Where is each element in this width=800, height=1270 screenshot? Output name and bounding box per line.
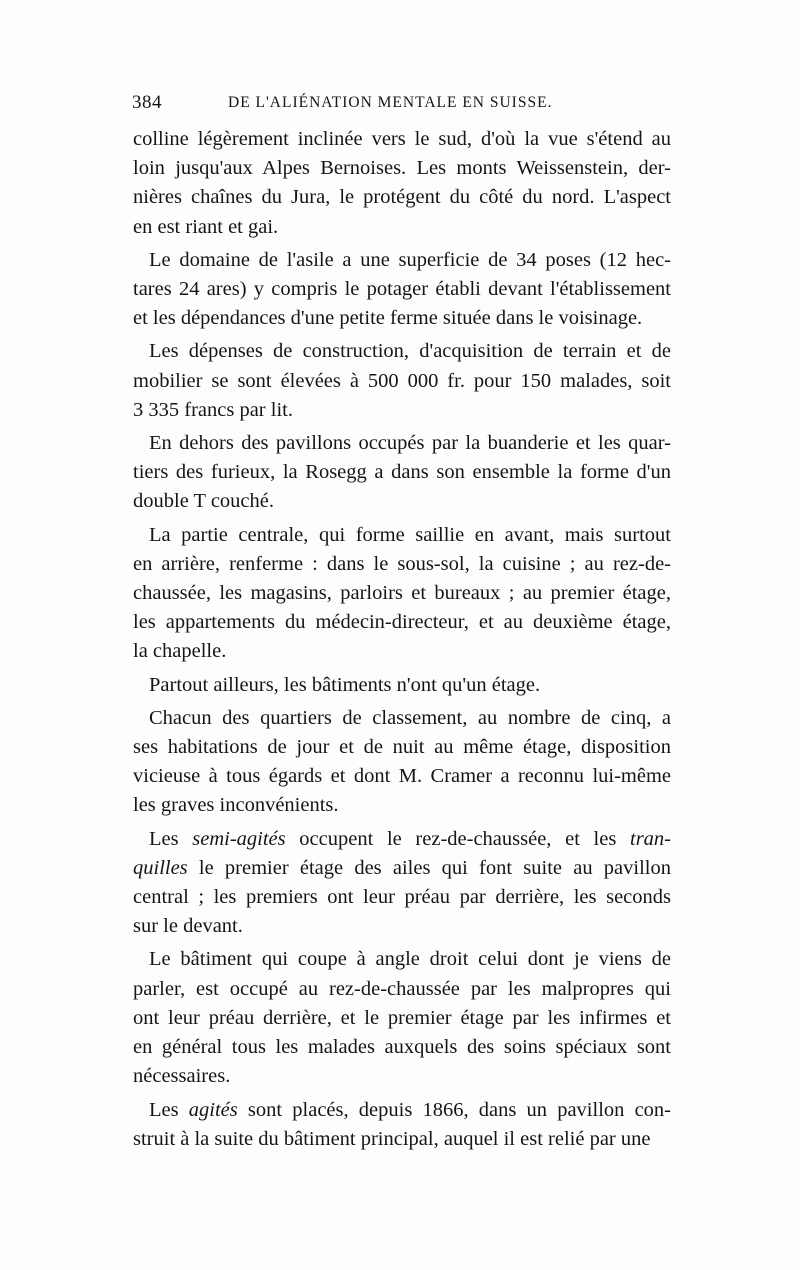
body-text xyxy=(133,125,671,1154)
paragraph xyxy=(133,521,671,667)
text-line: mobilier se sont élevées à 500 000 fr. pour 150 malades, soit xyxy=(133,369,671,392)
text-line: tiers des furieux, la Rosegg a dans son ensemble la forme d'un xyxy=(133,461,671,484)
paragraph xyxy=(133,337,671,425)
text-line: colline légèrement inclinée vers le sud, d'où la vue s'étend au xyxy=(133,128,671,150)
paragraph xyxy=(133,825,671,942)
text-run: sont placés, depuis 1866, dans un pavillon con- xyxy=(237,1098,671,1121)
text-line: ont leur préau derrière, et le premier étage par les infirmes et xyxy=(133,1006,671,1029)
text-line: La partie centrale, qui forme saillie en avant, mais surtout xyxy=(149,523,671,546)
text-line: En dehors des pavillons occupés par la buanderie et les quar- xyxy=(149,432,671,455)
running-head xyxy=(132,92,672,118)
text-line: vicieuse à tous égards et dont M. Cramer a reconnu lui-même xyxy=(133,765,671,788)
text-line: Partout ailleurs, les bâtiments n'ont qu'un étage. xyxy=(149,673,541,696)
text-line: en général tous les malades auxquels des soins spéciaux sont xyxy=(133,1036,671,1059)
text-line: loin jusqu'aux Alpes Bernoises. Les monts Weissenstein, der- xyxy=(133,157,671,180)
text-line: sur le devant. xyxy=(133,915,243,938)
text-run: occupent le rez-de-chaussée, et les xyxy=(285,827,630,850)
paragraph xyxy=(133,246,671,334)
text-line: central ; les premiers ont leur préau par derrière, les seconds xyxy=(133,886,671,909)
text-line xyxy=(133,854,671,883)
text-line: en est riant et gai. xyxy=(133,215,279,238)
text-run: le premier étage des ailes qui font suite au pavillon xyxy=(187,856,671,879)
text-line: et les dépendances d'une petite ferme située dans le voisinage. xyxy=(133,307,643,330)
paragraph xyxy=(133,945,671,1091)
paragraph xyxy=(133,429,671,517)
text-line: Chacun des quartiers de classement, au nombre de cinq, a xyxy=(149,706,671,729)
text-run: Les xyxy=(149,1098,189,1121)
text-line: parler, est occupé au rez-de-chaussée par les malpropres qui xyxy=(133,977,671,1000)
text-line: en arrière, renferme : dans le sous-sol, la cuisine ; au rez-de- xyxy=(133,552,671,575)
running-title: DE L'ALIÉNATION MENTALE EN SUISSE. xyxy=(228,94,553,111)
paragraph xyxy=(133,125,671,242)
italic-term: semi-agités xyxy=(192,827,286,850)
text-line: Le domaine de l'asile a une superficie de 34 poses (12 hec- xyxy=(149,248,671,271)
text-line: double T couché. xyxy=(133,490,274,513)
text-line: nécessaires. xyxy=(133,1065,231,1088)
text-line: la chapelle. xyxy=(133,640,227,663)
text-line: ses habitations de jour et de nuit au même étage, disposition xyxy=(133,736,671,759)
text-line: struit à la suite du bâtiment principal, auquel il est relié par une xyxy=(133,1127,651,1150)
paragraph xyxy=(133,1096,671,1154)
paragraph xyxy=(133,671,671,700)
italic-term: quilles xyxy=(133,856,188,879)
text-line: 3 335 francs par lit. xyxy=(133,398,293,421)
text-line xyxy=(133,825,671,854)
page-number: 384 xyxy=(132,92,162,113)
italic-term: tran- xyxy=(630,827,671,850)
paragraph xyxy=(133,704,671,821)
text-line: les graves inconvénients. xyxy=(133,794,339,817)
text-run: Les xyxy=(149,827,193,850)
text-line: Le bâtiment qui coupe à angle droit celui dont je viens de xyxy=(149,948,671,971)
text-line: Les dépenses de construction, d'acquisition de terrain et de xyxy=(149,340,671,363)
text-line xyxy=(133,1096,671,1125)
text-line: les appartements du médecin-directeur, et au deuxième étage, xyxy=(133,611,671,634)
italic-term: agités xyxy=(188,1098,238,1121)
text-line: chaussée, les magasins, parloirs et bureaux ; au premier étage, xyxy=(133,582,671,605)
text-line: tares 24 ares) y compris le potager établi devant l'établissement xyxy=(133,278,671,301)
text-line: nières chaînes du Jura, le protégent du côté du nord. L'aspect xyxy=(133,186,671,209)
